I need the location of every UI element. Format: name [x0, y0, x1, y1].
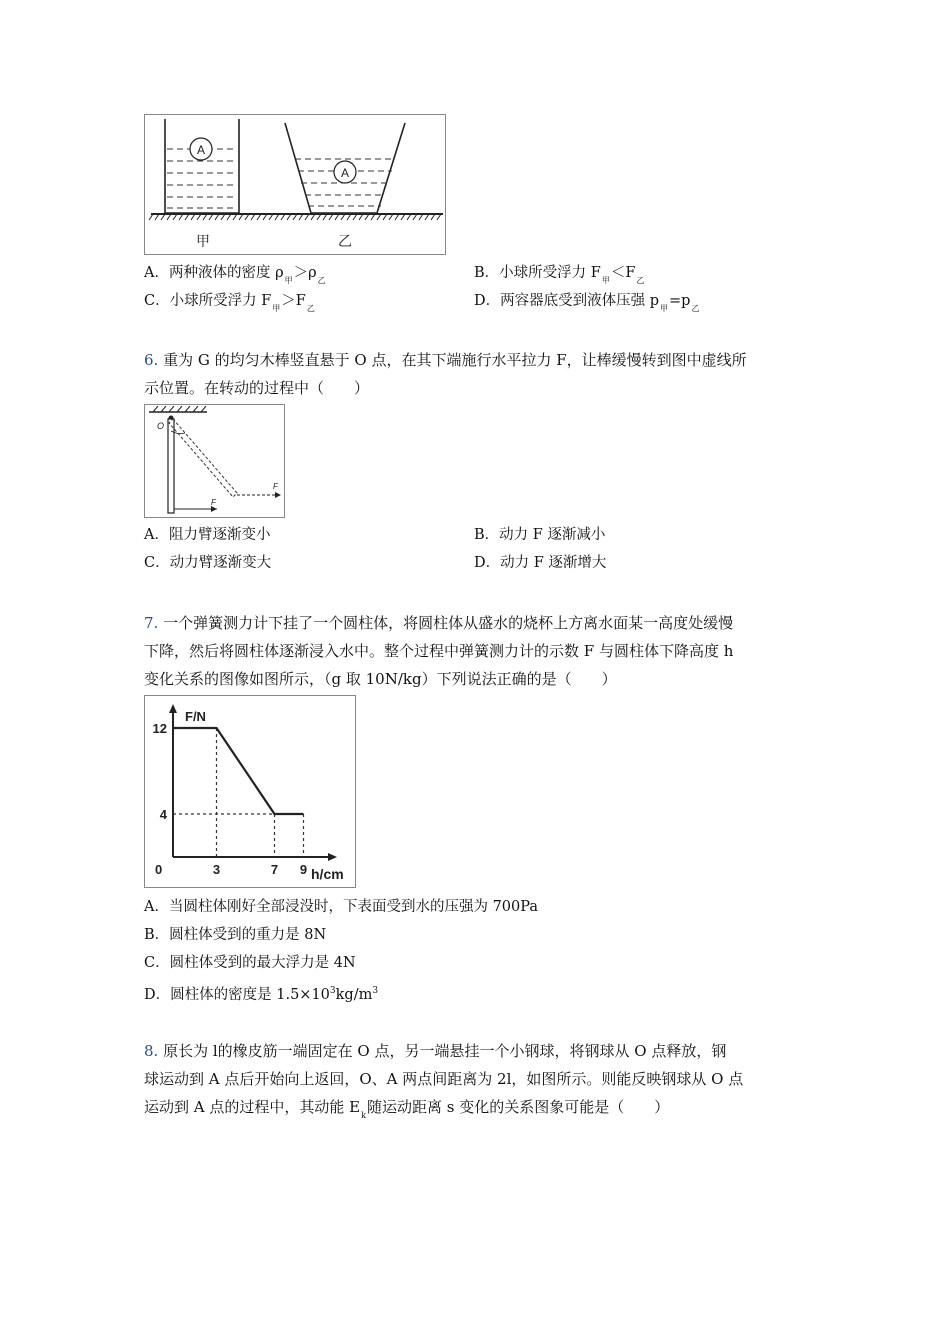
q7-option-a[interactable]: A．当圆柱体刚好全部浸没时，下表面受到水的压强为 700Pa	[144, 899, 539, 915]
q7-option-d[interactable]: D．圆柱体的密度是 $1.5\times 10^3kg/m^3$	[144, 986, 379, 1003]
q7-option-b[interactable]: B．圆柱体受到的重力是 8N	[144, 927, 327, 943]
q6-option-b[interactable]: B．动力 F 逐渐减小	[474, 527, 606, 543]
x-tick-label-0: 0	[155, 862, 163, 877]
q6-number: 6.	[144, 351, 159, 369]
x-tick-label-9: 9	[299, 862, 308, 877]
q8-stem-line2: 球运动到 A 点后开始向上返回，O、A 两点间距离为 2l，如图所示。则能反映钢球从 O 点	[144, 1070, 744, 1088]
q6-figure	[144, 404, 285, 518]
q5-option-b[interactable]: B．小球所受浮力 $F_甲<F_乙$	[474, 265, 645, 285]
pivot-o-label: O	[157, 421, 165, 431]
q5-option-c[interactable]: C．小球所受浮力 $F_甲>F_乙$	[144, 293, 315, 313]
q6-option-c[interactable]: C．动力臂逐渐变大	[144, 555, 272, 571]
q8-number: 8.	[144, 1042, 159, 1060]
ball-a-label-left: A	[196, 143, 206, 157]
force-height-chart	[145, 696, 355, 887]
label-jia: 甲	[196, 233, 210, 249]
x-tick-label-3: 3	[212, 862, 221, 877]
x-axis-label: h/cm	[311, 866, 344, 882]
y-tick-label-12: 12	[152, 721, 167, 736]
q6-stem-line2: 示位置。在转动的过程中（ ）	[144, 379, 370, 397]
label-yi: 乙	[338, 233, 352, 249]
y-axis-label: F/N	[185, 709, 206, 724]
ball-a-label-right: A	[340, 166, 350, 180]
q8-stem-line1: 8. 原长为 l的橡皮筋一端固定在 O 点，另一端悬挂一个小钢球，将钢球从 O 点释放，钢	[144, 1042, 727, 1060]
q8-stem-line3: 运动到 A 点的过程中，其动能 $E_k$随运动距离 s 变化的关系图象可能是（ ）	[144, 1098, 670, 1120]
q7-number: 7.	[144, 614, 159, 632]
q7-stem-line1: 7. 一个弹簧测力计下挂了一个圆柱体，将圆柱体从盛水的烧杯上方离水面某一高度处缓慢	[144, 614, 734, 632]
series-line	[173, 728, 304, 814]
q7-stem-line2: 下降，然后将圆柱体逐渐浸入水中。整个过程中弹簧测力计的示数 F 与圆柱体下降高度 h	[144, 642, 734, 660]
q5-option-a[interactable]: A．两种液体的密度 $\rho_甲>\rho_乙$	[144, 265, 326, 285]
y-tick-label-4: 4	[159, 807, 167, 822]
q6-option-a[interactable]: A．阻力臂逐渐变小	[144, 527, 271, 543]
x-tick-label-7: 7	[270, 862, 279, 877]
q7-stem-line3: 变化关系的图像如图所示，（g 取 10N/kg）下列说法正确的是（ ）	[144, 670, 617, 688]
force-f-label-1: F	[211, 498, 216, 507]
q7-option-c[interactable]: C．圆柱体受到的最大浮力是 4N	[144, 955, 356, 971]
q5-figure	[144, 114, 446, 255]
q6-option-d[interactable]: D．动力 F 逐渐增大	[474, 555, 607, 571]
containers-diagram	[145, 115, 445, 254]
rod-diagram	[145, 405, 284, 517]
q5-option-d[interactable]: D．两容器底受到液体压强 $p_甲=p_乙$	[474, 293, 700, 313]
force-f-label-2: F	[273, 482, 278, 491]
q7-chart-figure	[144, 695, 356, 888]
q6-stem-line1: 6. 重为 G 的均匀木棒竖直悬于 O 点，在其下端施行水平拉力 F，让棒缓慢转到图中虚线所	[144, 351, 747, 369]
